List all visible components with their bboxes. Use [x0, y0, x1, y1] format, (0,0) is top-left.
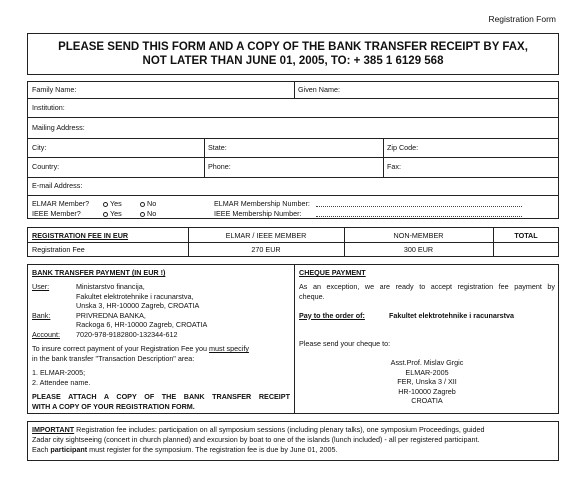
account-label: Account:: [32, 329, 60, 339]
cheque-address-line-3: FER, Unska 3 / XII: [397, 377, 457, 386]
institution-field[interactable]: Institution:: [32, 103, 65, 112]
pay-to-label: Pay to the order of:: [299, 310, 365, 320]
mailing-address-field[interactable]: Mailing Address:: [32, 123, 85, 132]
title-box: [27, 33, 559, 75]
title-line-1: PLEASE SEND THIS FORM AND A COPY OF THE BANK TRANSFER RECEIPT BY FAX,: [58, 41, 528, 53]
country-field[interactable]: Country:: [32, 162, 60, 171]
fee-header-nonmember: NON-MEMBER: [393, 231, 444, 240]
radio-icon[interactable]: [103, 202, 108, 207]
user-line-1: Ministarstvo financija,: [76, 282, 145, 291]
nonmember-fee-value: 300 EUR: [403, 245, 434, 254]
ieee-no-option[interactable]: No: [140, 209, 156, 218]
radio-icon[interactable]: [103, 212, 108, 217]
email-field[interactable]: E-mail Address:: [32, 181, 83, 190]
insure-note: To insure correct payment of your Registration Fee you must specify: [32, 344, 249, 353]
cheque-note-line-1: As an exception, we are ready to accept registration fee payment by: [299, 282, 555, 291]
elmar-yes-option[interactable]: Yes: [103, 199, 122, 208]
send-cheque-label: Please send your cheque to:: [299, 339, 391, 348]
bank-label: Bank:: [32, 310, 51, 320]
user-line-3: Unska 3, HR-10000 Zagreb, CROATIA: [76, 301, 200, 310]
cheque-address-line-5: CROATIA: [411, 396, 443, 405]
ieee-yes-option[interactable]: Yes: [103, 209, 122, 218]
attach-receipt-line-2: WITH A COPY OF YOUR REGISTRATION FORM.: [32, 401, 195, 411]
important-note: [27, 421, 559, 461]
fee-table: [27, 227, 559, 257]
pay-to-value: Fakultet elektrotehnike i racunarstva: [389, 310, 515, 320]
bank-line-1: PRIVREDNA BANKA,: [76, 310, 146, 320]
elmar-number-label: ELMAR Membership Number:: [214, 199, 310, 208]
zip-field[interactable]: Zip Code:: [387, 143, 419, 152]
title-line-2: NOT LATER THAN JUNE 01, 2005, TO: + 385 1 6129 568: [142, 55, 444, 67]
fee-header-total: TOTAL: [514, 231, 538, 240]
cheque-address-line-2: ELMAR-2005: [405, 367, 449, 377]
cheque-address-line-1: Asst.Prof. Mislav Grgic: [390, 358, 464, 367]
attach-receipt-line-1: PLEASE ATTACH A COPY OF THE BANK TRANSFER RECEIPT: [32, 392, 290, 401]
insure-note-line-2: in the bank transfer "Transaction Description" area:: [32, 353, 195, 363]
important-line-2: Zadar city sightseeing (concert in church planned) and excursion by boat to one of the islands (lunch included) - all per registered participant.: [32, 435, 480, 444]
fee-header-member: ELMAR / IEEE MEMBER: [225, 231, 307, 240]
cheque-payment-title: CHEQUE PAYMENT: [299, 268, 366, 277]
family-name-field[interactable]: Family Name:: [32, 85, 77, 94]
radio-icon[interactable]: [140, 202, 145, 207]
important-line-3: Each participant must register for the symposium. The registration fee is due by June 01, 2005.: [32, 445, 338, 454]
form-type-label: Registration Form: [488, 14, 556, 24]
payment-section: [27, 264, 559, 414]
bank-line-2: Rackoga 6, HR-10000 Zagreb, CROATIA: [76, 320, 208, 329]
state-field[interactable]: State:: [208, 143, 227, 152]
elmar-member-question: ELMAR Member?: [32, 199, 90, 208]
cheque-note-line-2: cheque.: [299, 291, 325, 301]
given-name-field[interactable]: Given Name:: [298, 85, 340, 94]
important-line-1: IMPORTANT Registration fee includes: participation on all symposium sessions (including plenary talks), one symposium Proceedings, guided: [32, 425, 485, 434]
elmar-number-line[interactable]: [316, 206, 522, 207]
phone-field[interactable]: Phone:: [208, 162, 231, 171]
fax-field[interactable]: Fax:: [387, 162, 401, 171]
ieee-number-label: IEEE Membership Number:: [214, 209, 302, 218]
account-value: 7020-978-9182800-132344-612: [76, 329, 178, 339]
member-fee-value: 270 EUR: [251, 245, 281, 254]
ieee-number-line[interactable]: [316, 216, 522, 217]
radio-icon[interactable]: [140, 212, 145, 217]
cheque-address-line-4: HR-10000 Zagreb: [398, 386, 456, 396]
fee-header-label: REGISTRATION FEE IN EUR: [32, 231, 129, 240]
city-field[interactable]: City:: [32, 143, 47, 152]
elmar-no-option[interactable]: No: [140, 199, 156, 208]
fee-row-label: Registration Fee: [32, 245, 85, 254]
description-item-1: 1. ELMAR-2005;: [32, 368, 86, 377]
user-label: User:: [32, 282, 50, 291]
personal-info-grid: [27, 81, 559, 219]
ieee-member-question: IEEE Member?: [32, 209, 81, 218]
bank-transfer-title: BANK TRANSFER PAYMENT (IN EUR !): [32, 268, 166, 277]
description-item-2: 2. Attendee name.: [32, 377, 91, 387]
user-line-2: Fakultet elektrotehnike i racunarstva,: [76, 291, 194, 301]
